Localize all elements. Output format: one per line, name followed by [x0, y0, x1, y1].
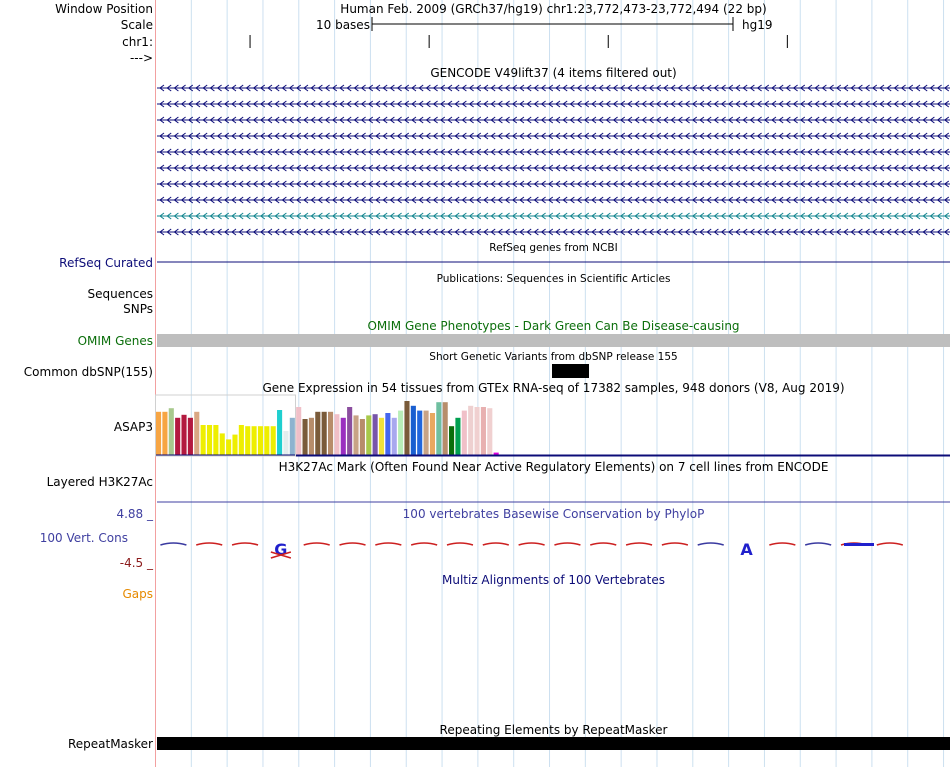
gtex-title[interactable]: Gene Expression in 54 tissues from GTEx RNA-seq of 17382 samples, 948 donors (V8, Aug 2019): [262, 381, 845, 395]
gencode-transcript-line[interactable]: [157, 85, 950, 91]
gtex-label[interactable]: ASAP3: [113, 420, 153, 434]
gtex-tissue-bar[interactable]: [296, 407, 301, 455]
gtex-tissue-bar[interactable]: [271, 426, 276, 455]
window-position-label: Window Position: [55, 2, 153, 16]
gtex-tissue-bar[interactable]: [398, 411, 403, 455]
gtex-tissue-bar[interactable]: [156, 412, 161, 455]
gtex-tissue-bar[interactable]: [245, 426, 250, 455]
gtex-tissue-bar[interactable]: [392, 418, 397, 455]
window-position-title[interactable]: Human Feb. 2009 (GRCh37/hg19) chr1:23,772,473-23,772,494 (22 bp): [340, 2, 767, 16]
gtex-tissue-bar[interactable]: [373, 414, 378, 455]
gtex-tissue-bar[interactable]: [449, 426, 454, 455]
gtex-tissue-bar[interactable]: [411, 406, 416, 455]
phylop-min: -4.5 _: [119, 556, 153, 570]
omim-label[interactable]: OMIM Genes: [77, 334, 153, 348]
gtex-tissue-bar[interactable]: [328, 412, 333, 455]
phylop-base-glyph: [196, 543, 222, 545]
gtex-tissue-bar[interactable]: [353, 415, 358, 455]
gtex-tissue-bar[interactable]: [455, 418, 460, 455]
gtex-tissue-bar[interactable]: [481, 407, 486, 455]
phylop-base-glyph: [554, 543, 580, 545]
gencode-transcript-line[interactable]: [157, 165, 950, 171]
gencode-transcript-line[interactable]: [157, 181, 950, 187]
phylop-base-glyph: [590, 543, 616, 545]
publications-title[interactable]: Publications: Sequences in Scientific Articles: [436, 273, 671, 285]
phylop-base-glyph: A: [740, 540, 753, 559]
dbsnp-label[interactable]: Common dbSNP(155): [23, 365, 153, 379]
phylop-base-glyph: [844, 543, 874, 546]
gtex-tissue-bar[interactable]: [207, 425, 212, 455]
gtex-tissue-bar[interactable]: [462, 411, 467, 455]
gtex-tissue-bar[interactable]: [385, 413, 390, 455]
dbsnp-title[interactable]: Short Genetic Variants from dbSNP release 155: [429, 351, 678, 363]
ruler-label: chr1:: [122, 35, 153, 49]
gtex-tissue-bar[interactable]: [315, 412, 320, 455]
multiz-title[interactable]: Multiz Alignments of 100 Vertebrates: [441, 573, 666, 587]
gtex-tissue-bar[interactable]: [283, 431, 288, 455]
sequence-label: --->: [129, 51, 153, 65]
gtex-tissue-bar[interactable]: [264, 426, 269, 455]
phylop-base-glyph: [769, 543, 795, 545]
scale-assembly: hg19: [742, 18, 773, 32]
gtex-tissue-bar[interactable]: [252, 426, 257, 455]
dbsnp-variant[interactable]: [552, 364, 589, 378]
gtex-tissue-bar[interactable]: [347, 407, 352, 455]
gtex-tissue-bar[interactable]: [194, 412, 199, 455]
gtex-tissue-bar[interactable]: [213, 425, 218, 455]
refseq-label[interactable]: RefSeq Curated: [59, 256, 153, 270]
repeatmasker-title[interactable]: Repeating Elements by RepeatMasker: [439, 723, 668, 737]
publications-label-sequences[interactable]: Sequences: [87, 287, 153, 301]
gtex-tissue-bar[interactable]: [430, 413, 435, 455]
scale-label: Scale: [120, 18, 153, 32]
phylop-signal[interactable]: [160, 540, 902, 559]
gencode-transcript-line[interactable]: [157, 101, 950, 107]
gtex-tissue-bar[interactable]: [239, 425, 244, 455]
gtex-tissue-bar[interactable]: [404, 401, 409, 455]
phylop-title[interactable]: 100 vertebrates Basewise Conservation by PhyloP: [402, 507, 705, 521]
gtex-tissue-bar[interactable]: [475, 407, 480, 455]
repeatmasker-label[interactable]: RepeatMasker: [67, 737, 153, 751]
gtex-tissue-bar[interactable]: [220, 433, 225, 455]
gtex-tissue-bar[interactable]: [379, 418, 384, 455]
gtex-tissue-bar[interactable]: [424, 411, 429, 455]
gencode-title[interactable]: GENCODE V49lift37 (4 items filtered out): [430, 66, 677, 80]
h3k27ac-label[interactable]: Layered H3K27Ac: [46, 475, 153, 489]
gtex-tissue-bar[interactable]: [322, 412, 327, 455]
gtex-tissue-bar[interactable]: [162, 412, 167, 455]
phylop-base-glyph: [304, 543, 330, 545]
gtex-tissue-bar[interactable]: [181, 415, 186, 455]
gtex-tissue-bar[interactable]: [487, 408, 492, 455]
gtex-tissue-bar[interactable]: [258, 426, 263, 455]
gtex-tissue-bar[interactable]: [175, 418, 180, 455]
gtex-tissue-bar[interactable]: [303, 419, 308, 455]
gtex-tissue-bar[interactable]: [169, 408, 174, 455]
gencode-transcript-line[interactable]: [157, 117, 950, 123]
repeatmasker-element[interactable]: [157, 737, 950, 750]
gencode-transcript-line[interactable]: [157, 133, 950, 139]
phylop-label[interactable]: 100 Vert. Cons: [39, 531, 128, 545]
gtex-tissue-bar[interactable]: [334, 414, 339, 455]
gtex-tissue-bar[interactable]: [366, 415, 371, 455]
gencode-transcript-line[interactable]: [157, 213, 950, 219]
gtex-tissue-bar[interactable]: [443, 402, 448, 455]
phylop-base-glyph: [698, 543, 724, 545]
phylop-base-glyph: [805, 543, 831, 545]
phylop-max: 4.88 _: [116, 507, 153, 521]
gencode-transcript-line[interactable]: [157, 197, 950, 203]
gtex-tissue-bar[interactable]: [290, 418, 295, 455]
gtex-tissue-bar[interactable]: [277, 410, 282, 455]
phylop-base-glyph: G: [274, 540, 288, 559]
gtex-tissue-bar[interactable]: [468, 406, 473, 455]
phylop-base-glyph: [411, 543, 437, 545]
gtex-tissue-bar[interactable]: [188, 418, 193, 455]
gtex-tissue-bar[interactable]: [360, 419, 365, 455]
gencode-transcript-line[interactable]: [157, 149, 950, 155]
gtex-tissue-bar[interactable]: [201, 425, 206, 455]
phylop-base-glyph: [877, 543, 903, 545]
omim-title[interactable]: OMIM Gene Phenotypes - Dark Green Can Be Disease-causing: [367, 319, 740, 333]
phylop-base-glyph: [340, 543, 366, 545]
gtex-tissue-bar[interactable]: [226, 439, 231, 455]
phylop-base-glyph: [232, 543, 258, 545]
phylop-base-glyph: [662, 543, 688, 545]
gencode-transcript-line[interactable]: [157, 229, 950, 235]
phylop-base-glyph: [626, 543, 652, 545]
phylop-base-glyph: [160, 543, 186, 545]
phylop-base-glyph: [483, 543, 509, 545]
gtex-tissue-bar[interactable]: [436, 402, 441, 455]
phylop-base-glyph: [519, 543, 545, 545]
gaps-label: Gaps: [122, 587, 153, 601]
gtex-tissue-bar[interactable]: [309, 418, 314, 455]
publications-label-snps[interactable]: SNPs: [123, 302, 153, 316]
phylop-base-glyph: [447, 543, 473, 545]
phylop-base-glyph: [375, 543, 401, 545]
h3k27ac-title[interactable]: H3K27Ac Mark (Often Found Near Active Regulatory Elements) on 7 cell lines from ENCODE: [278, 460, 829, 474]
refseq-title[interactable]: RefSeq genes from NCBI: [489, 242, 618, 254]
gtex-tissue-bar[interactable]: [417, 411, 422, 455]
gtex-tissue-bar[interactable]: [341, 418, 346, 455]
omim-gene-bar[interactable]: [157, 334, 950, 347]
scale-bar-label: 10 bases: [316, 18, 370, 32]
gtex-tissue-bar[interactable]: [232, 435, 237, 455]
